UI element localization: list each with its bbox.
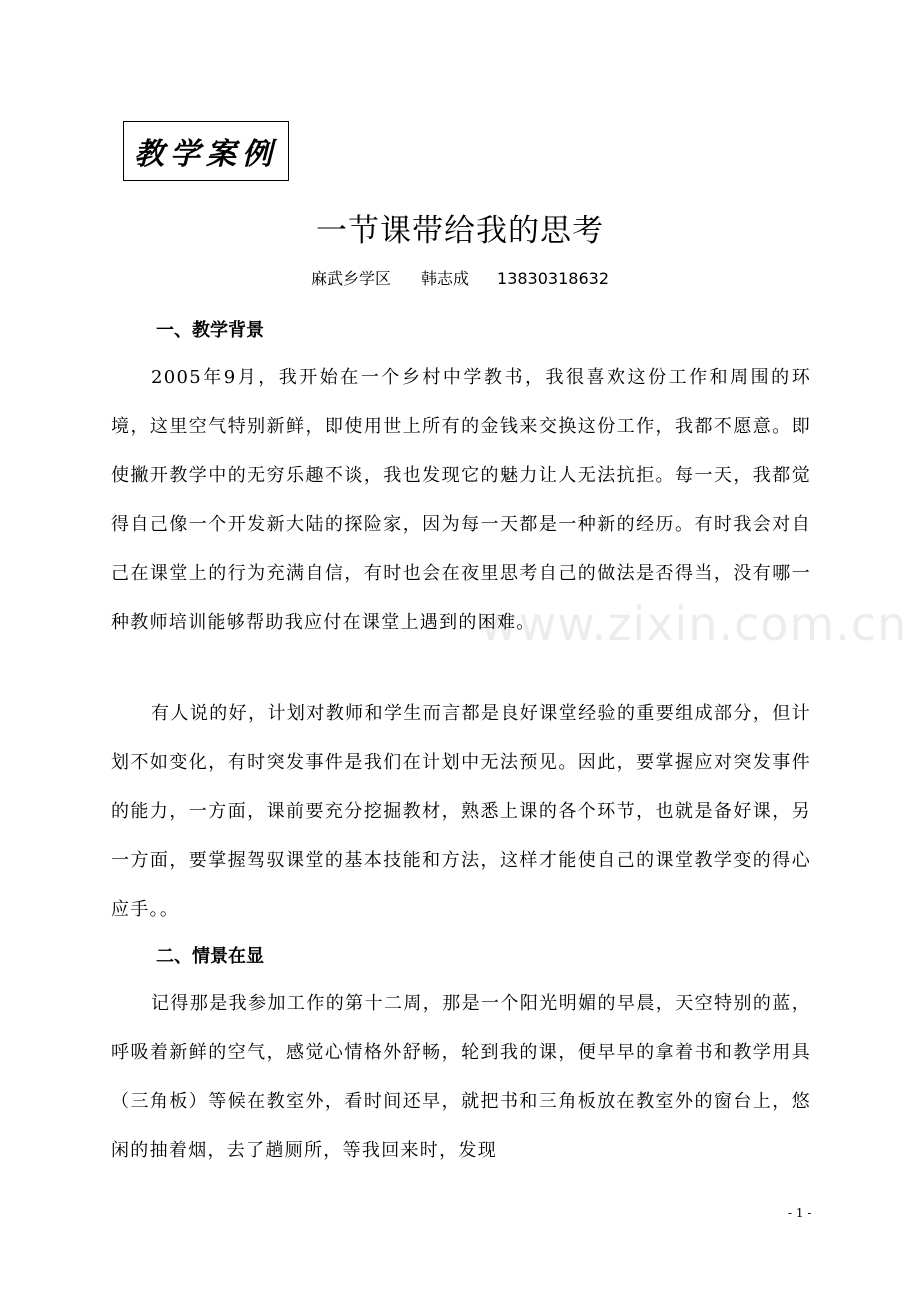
byline [0, 266, 920, 289]
section-heading-scene: 二、情景在显 [156, 946, 264, 967]
watermark: www.zixin.com.cn [480, 597, 908, 651]
document-title: 一节课带给我的思考 [316, 213, 604, 249]
page-number: - 1 - [788, 1206, 812, 1220]
author-phone: 13830318632 [497, 269, 609, 288]
author-name: 韩志成 [421, 269, 470, 288]
paragraph: 2005年9月，我开始在一个乡村中学教书，我很喜欢这份工作和周围的环境，这里空气特别新鲜，即使用世上所有的金钱来交换这份工作，我都不愿意。即使撇开教学中的无穷乐趣不谈，我也发现它的魅力让人无法抗拒。每一天，我都觉得自己像一个开发新大陆的探险家，因为每一天都是一种新的经历。有时我会对自己在课堂上的行为充满自信，有时也会在夜里思考自己的做法是否得当，没有哪一种教师培训能够帮助我应付在课堂上遇到的困难。 [111, 367, 811, 633]
section-heading-background: 一、教学背景 [156, 320, 264, 341]
author-district: 麻武乡学区 [310, 269, 391, 288]
paragraph: 记得那是我参加工作的第十二周，那是一个阳光明媚的早晨，天空特别的蓝，呼吸着新鲜的空气，感觉心情格外舒畅，轮到我的课，便早早的拿着书和教学用具（三角板）等候在教室外，看时间还早，就把书和三角板放在教室外的窗台上，悠闲的抽着烟，去了趟厕所，等我回来时，发现 [111, 993, 811, 1161]
case-label-box: 教学案例 [123, 121, 289, 181]
paragraph: 有人说的好，计划对教师和学生而言都是良好课堂经验的重要组成部分，但计划不如变化，有时突发事件是我们在计划中无法预见。因此，要掌握应对突发事件的能力，一方面，课前要充分挖掘教材，熟悉上课的各个环节，也就是备好课，另一方面，要掌握驾驭课堂的基本技能和方法，这样才能使自己的课堂教学变的得心应手。。 [111, 703, 811, 920]
